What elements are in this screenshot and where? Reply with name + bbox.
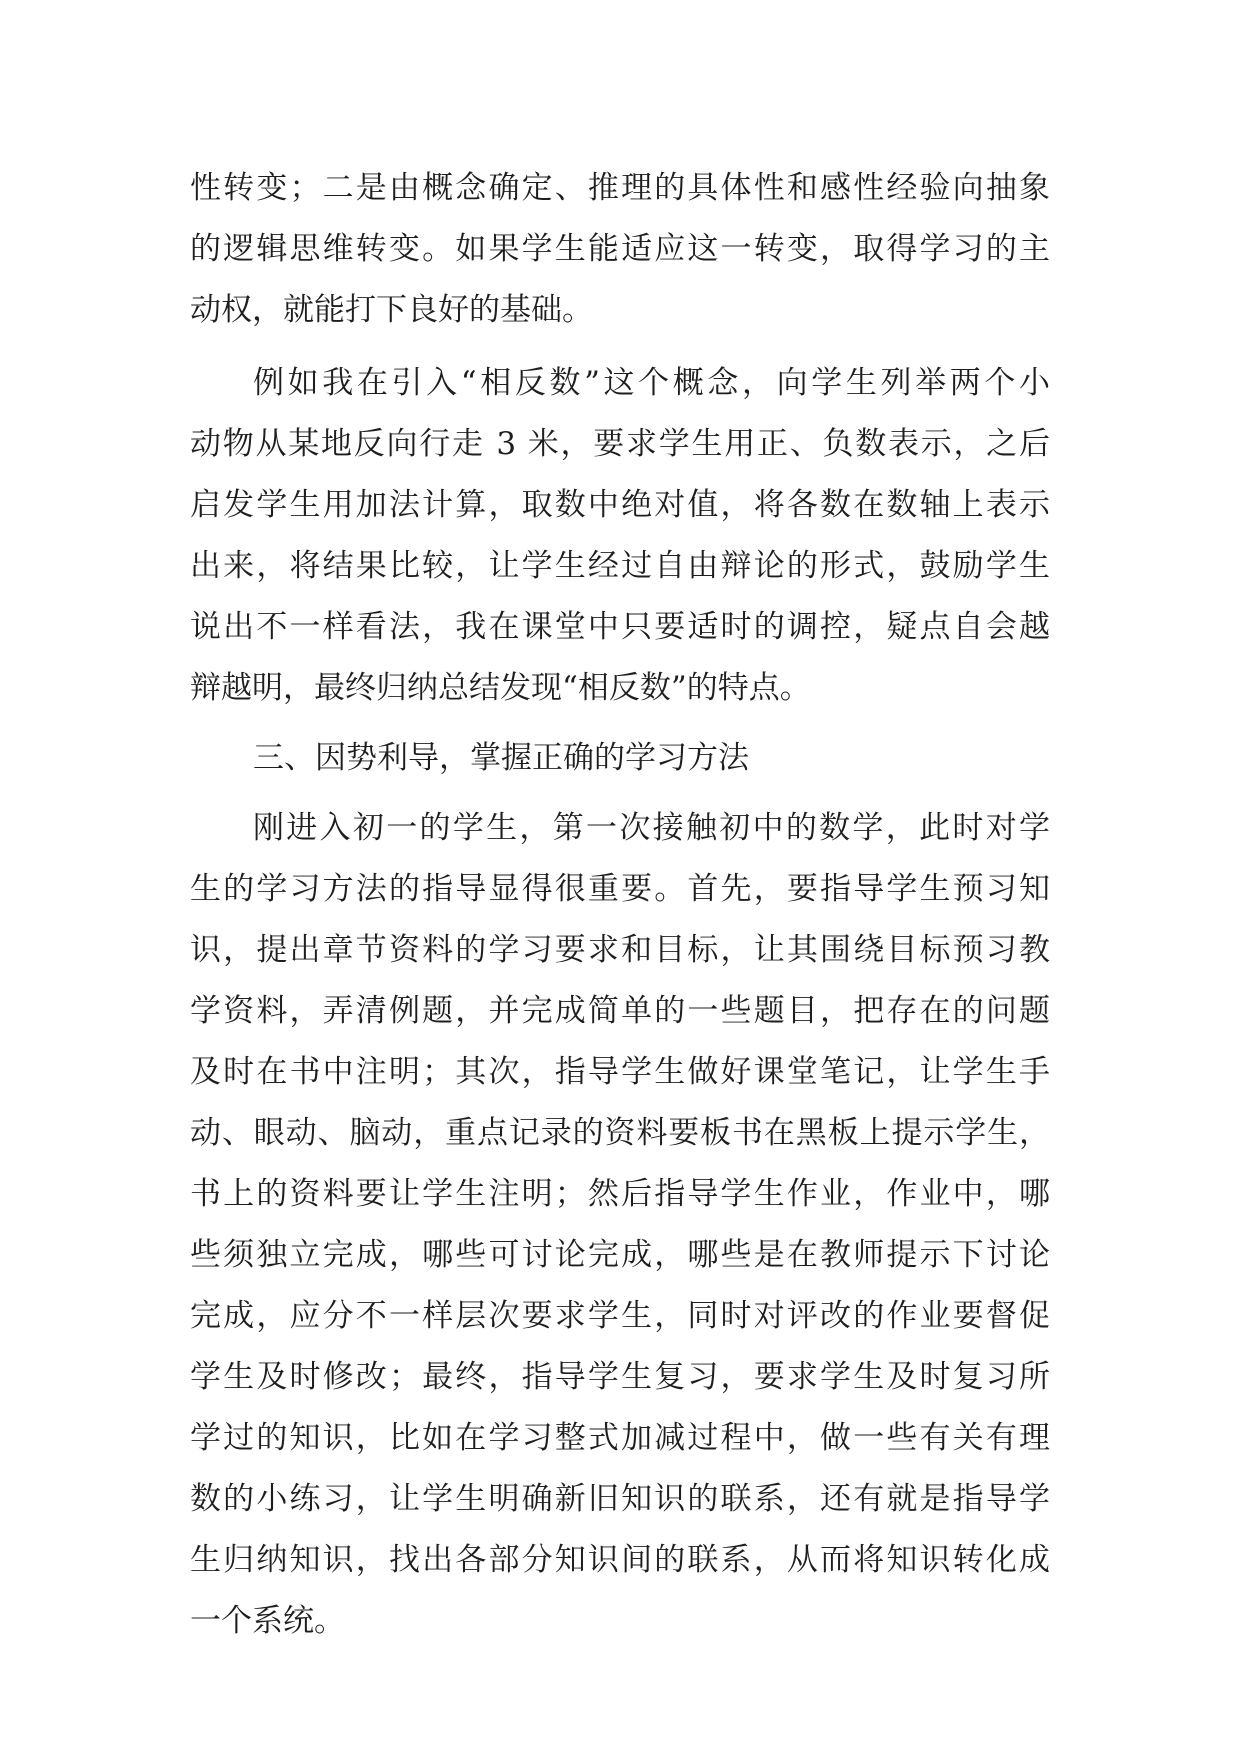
text-line: 完成，应分不一样层次要求学生，同时对评改的作业要督促 <box>190 1298 1050 1334</box>
text-line: 生的学习方法的指导显得很重要。首先，要指导学生预习知 <box>190 871 1050 907</box>
text-line: 生归纳知识，找出各部分知识间的联系，从而将知识转化成 <box>190 1542 1050 1578</box>
text-line: 刚进入初一的学生，第一次接触初中的数学，此时对学 <box>253 810 1050 846</box>
text-line: 识，提出章节资料的学习要求和目标，让其围绕目标预习教 <box>190 932 1050 968</box>
text-line: 的逻辑思维转变。如果学生能适应这一转变，取得学习的主 <box>190 231 1050 267</box>
text-line: 学过的知识，比如在学习整式加减过程中，做一些有关有理 <box>190 1420 1050 1456</box>
paragraph-methods <box>190 798 1050 1652</box>
text-line: 学资料，弄清例题，并完成简单的一些题目，把存在的问题 <box>190 993 1050 1029</box>
document-body <box>190 158 1050 1652</box>
text-line: 出来，将结果比较，让学生经过自由辩论的形式，鼓励学生 <box>190 548 1050 584</box>
text-line: 书上的资料要让学生注明；然后指导学生作业，作业中，哪 <box>190 1176 1050 1212</box>
text-line: 动物从某地反向行走 3 米，要求学生用正、负数表示，之后 <box>190 426 1050 462</box>
text-line: 例如我在引入“相反数”这个概念，向学生列举两个小 <box>253 365 1050 401</box>
section-heading-text: 三、因势利导，掌握正确的学习方法 <box>253 740 749 776</box>
text-line: 启发学生用加法计算，取数中绝对值，将各数在数轴上表示 <box>190 487 1050 523</box>
paragraph-example <box>190 353 1050 719</box>
text-line: 学生及时修改；最终，指导学生复习，要求学生及时复习所 <box>190 1359 1050 1395</box>
text-line: 动、眼动、脑动，重点记录的资料要板书在黑板上提示学生， <box>190 1115 1050 1151</box>
text-line: 一个系统。 <box>190 1603 345 1639</box>
section-heading <box>190 728 1050 789</box>
paragraph-continuation <box>190 158 1050 341</box>
text-line: 数的小练习，让学生明确新旧知识的联系，还有就是指导学 <box>190 1481 1050 1517</box>
text-line: 辩越明，最终归纳总结发现“相反数”的特点。 <box>190 670 811 706</box>
text-line: 动权，就能打下良好的基础。 <box>190 292 593 328</box>
text-line: 性转变；二是由概念确定、推理的具体性和感性经验向抽象 <box>190 170 1050 206</box>
text-line: 说出不一样看法，我在课堂中只要适时的调控，疑点自会越 <box>190 609 1050 645</box>
text-line: 及时在书中注明；其次，指导学生做好课堂笔记，让学生手 <box>190 1054 1050 1090</box>
text-line: 些须独立完成，哪些可讨论完成，哪些是在教师提示下讨论 <box>190 1237 1050 1273</box>
